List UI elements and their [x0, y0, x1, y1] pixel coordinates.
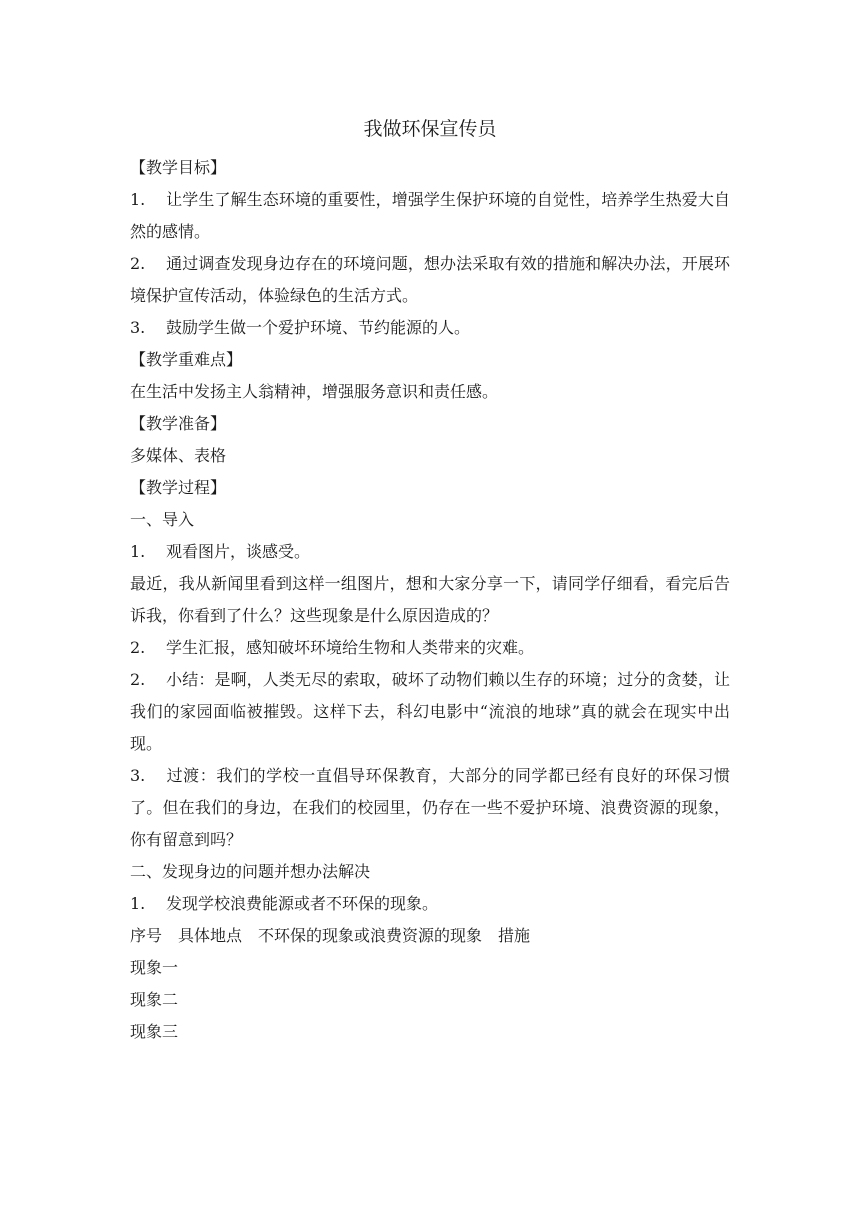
item-text: 学生汇报，感知破坏环境给生物和人类带来的灾难。: [166, 638, 535, 657]
part1-item: [130, 632, 730, 664]
part2-item: [130, 888, 730, 920]
table-row: 现象三: [130, 1022, 179, 1041]
item-text: 小结：是啊，人类无尽的索取，破坏了动物们赖以生存的环境；过分的贪婪，让我们的家园面临被摧毁。这样下去，科幻电影中“流浪的地球”真的就会在现实中出现。: [130, 670, 730, 753]
goal-number: 2.: [130, 254, 146, 273]
item-text: 过渡：我们的学校一直倡导环保教育，大部分的同学都已经有良好的环保习惯了。但在我们的身边，在我们的校园里，仍存在一些不爱护环境、浪费资源的现象，你有留意到吗？: [130, 766, 730, 849]
item-number: 2.: [130, 638, 146, 657]
item-text: 观看图片，谈感受。: [166, 542, 311, 561]
document-body: [130, 152, 730, 1048]
table-header-cell: 不环保的现象或浪费资源的现象: [258, 926, 483, 945]
table-header-cell: 措施: [498, 926, 531, 945]
part1-heading: 一、导入: [130, 510, 195, 529]
part1-item: [130, 664, 730, 760]
goal-number: 3.: [130, 318, 146, 337]
table-header-cell: 序号: [130, 926, 163, 945]
part1-item: [130, 536, 730, 568]
table-row: 现象二: [130, 990, 179, 1009]
key-points-text: 在生活中发扬主人翁精神，增强服务意识和责任感。: [130, 382, 499, 401]
table-row: 现象一: [130, 958, 179, 977]
part1-item: [130, 760, 730, 856]
item-number: 1.: [130, 894, 146, 913]
item-text: 发现学校浪费能源或者不环保的现象。: [166, 894, 439, 913]
table-header-row: [130, 920, 730, 952]
process-heading: 【教学过程】: [130, 478, 227, 497]
goal-number: 1.: [130, 190, 146, 209]
preparation-heading: 【教学准备】: [130, 414, 227, 433]
key-points-heading: 【教学重难点】: [130, 350, 243, 369]
goal-text: 通过调查发现身边存在的环境问题，想办法采取有效的措施和解决办法，开展环境保护宣传活动，体验绿色的生活方式。: [130, 254, 730, 305]
preparation-text: 多媒体、表格: [130, 446, 227, 465]
goal-item: [130, 248, 730, 312]
goal-item: [130, 184, 730, 248]
table-header-cell: 具体地点: [178, 926, 243, 945]
document-title: 我做环保宣传员: [363, 118, 497, 140]
item-number: 3.: [130, 766, 146, 785]
item-number: 1.: [130, 542, 146, 561]
part2-heading: 二、发现身边的问题并想办法解决: [130, 862, 371, 881]
item-number: 2.: [130, 670, 146, 689]
goals-heading: 【教学目标】: [130, 158, 227, 177]
goal-item: [130, 312, 730, 344]
goal-text: 让学生了解生态环境的重要性，增强学生保护环境的自觉性，培养学生热爱大自然的感情。: [130, 190, 730, 241]
goal-text: 鼓励学生做一个爱护环境、节约能源的人。: [166, 318, 471, 337]
part1-paragraph: 最近，我从新闻里看到这样一组图片，想和大家分享一下，请同学仔细看，看完后告诉我，你看到了什么？这些现象是什么原因造成的？: [130, 574, 730, 625]
